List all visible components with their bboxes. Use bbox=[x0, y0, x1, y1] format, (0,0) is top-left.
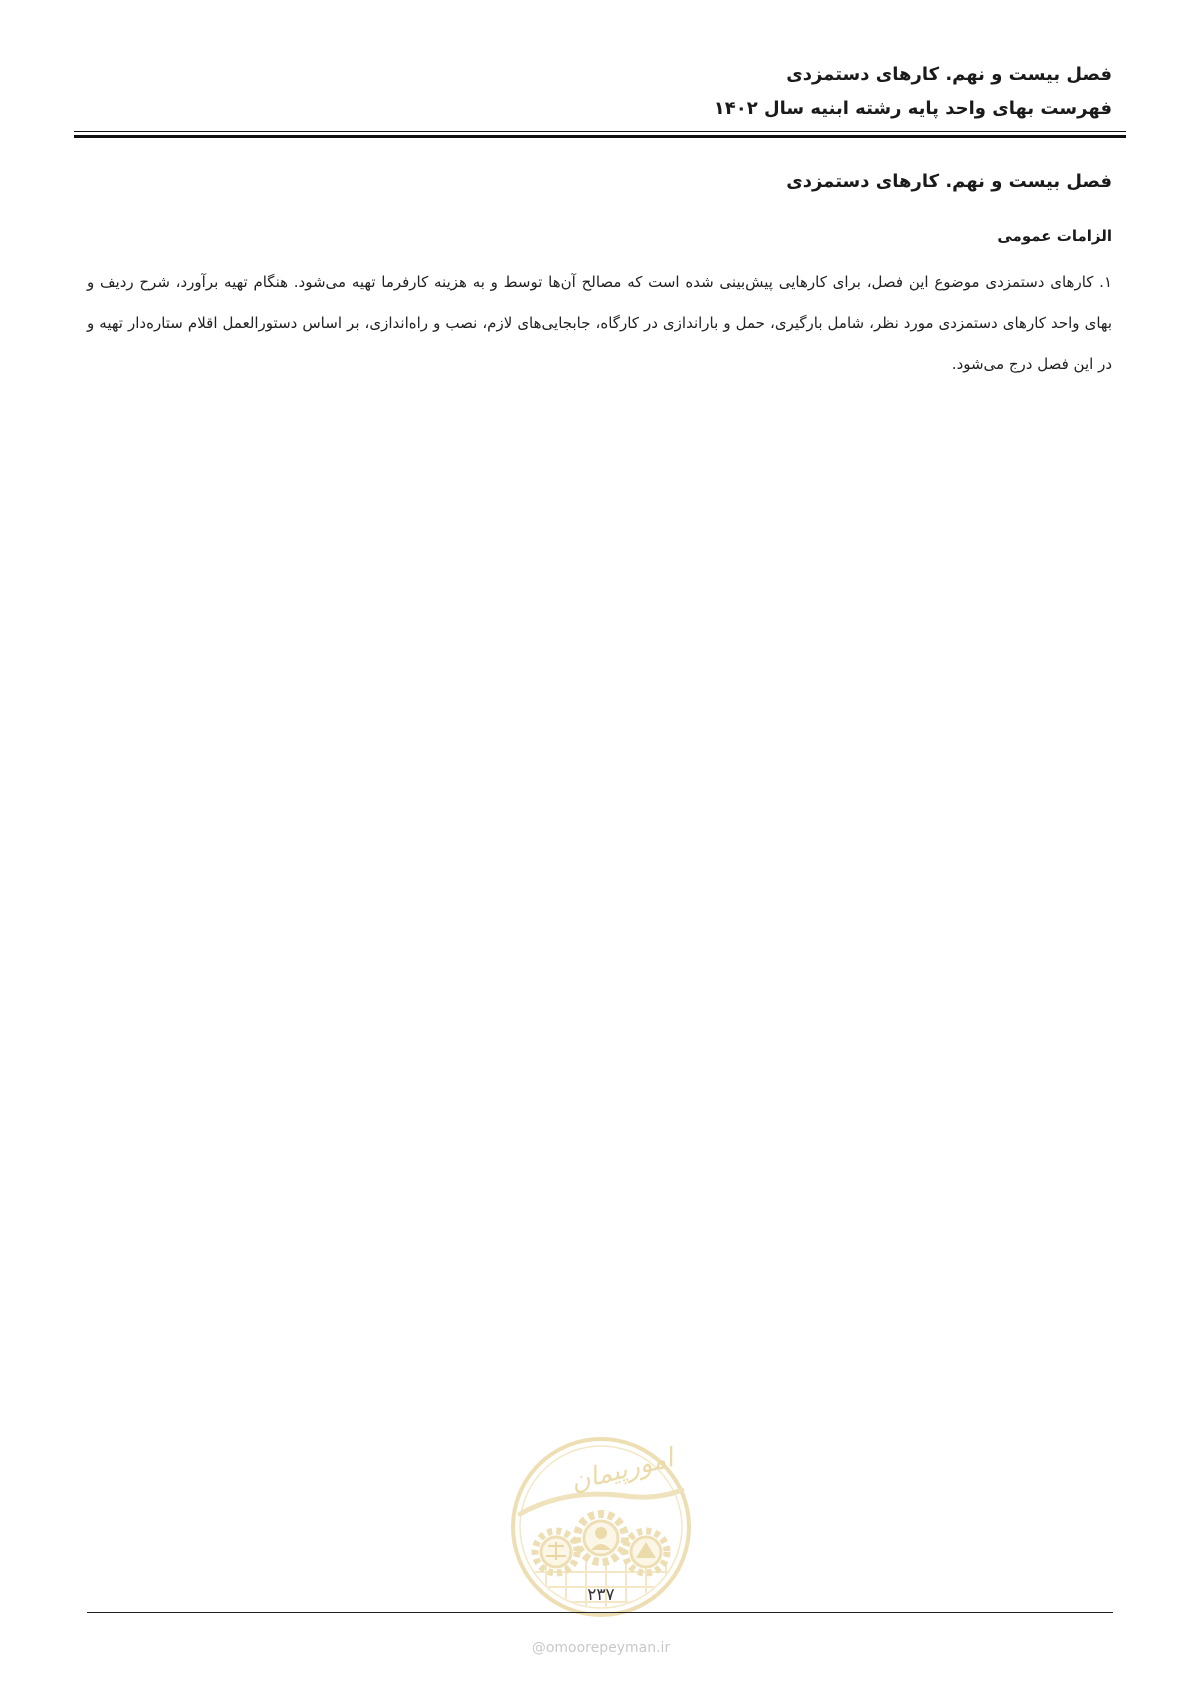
header-rule-thick bbox=[74, 135, 1126, 138]
header-chapter-title: فصل بیست و نهم. کارهای دستمزدی bbox=[786, 64, 1112, 85]
paragraph-text: کارهای دستمزدی موضوع این فصل، برای کارهایی پیش‌بینی شده است که مصالح آن‌ها توسط و به هزینه کارفرما تهیه می‌شود. هنگام تهیه برآورد، شرح ردیف و بهای واحد کارهای دستمزدی مورد نظر، شامل بارگیری، حمل و باراندازی در کارگاه، جابجایی‌های لازم، نصب و راه‌اندازی، بر اساس دستورالعمل اقلام ستاره‌دار تهیه و در این فصل درج می‌شود. bbox=[87, 273, 1112, 373]
section-title: فصل بیست و نهم. کارهای دستمزدی bbox=[786, 171, 1112, 192]
gear-right-icon bbox=[625, 1531, 667, 1573]
page-header bbox=[412, 58, 1112, 126]
paragraph-number: ۱. bbox=[1099, 273, 1112, 291]
header-rule-thin bbox=[74, 131, 1126, 132]
gear-center-icon bbox=[577, 1514, 625, 1562]
gear-left-icon bbox=[535, 1531, 577, 1573]
section-subheading: الزامات عمومی bbox=[997, 227, 1112, 245]
header-book-title: فهرست بهای واحد پایه رشته ابنیه سال ۱۴۰۲ bbox=[713, 98, 1112, 119]
website-watermark-text: @omoorepeyman.ir bbox=[531, 1640, 671, 1656]
seal-logo-text: امورپیمان bbox=[567, 1443, 677, 1498]
page-number: ۲۳۷ bbox=[587, 1585, 615, 1605]
footer-rule bbox=[87, 1612, 1113, 1613]
paragraph-1 bbox=[87, 262, 1112, 385]
